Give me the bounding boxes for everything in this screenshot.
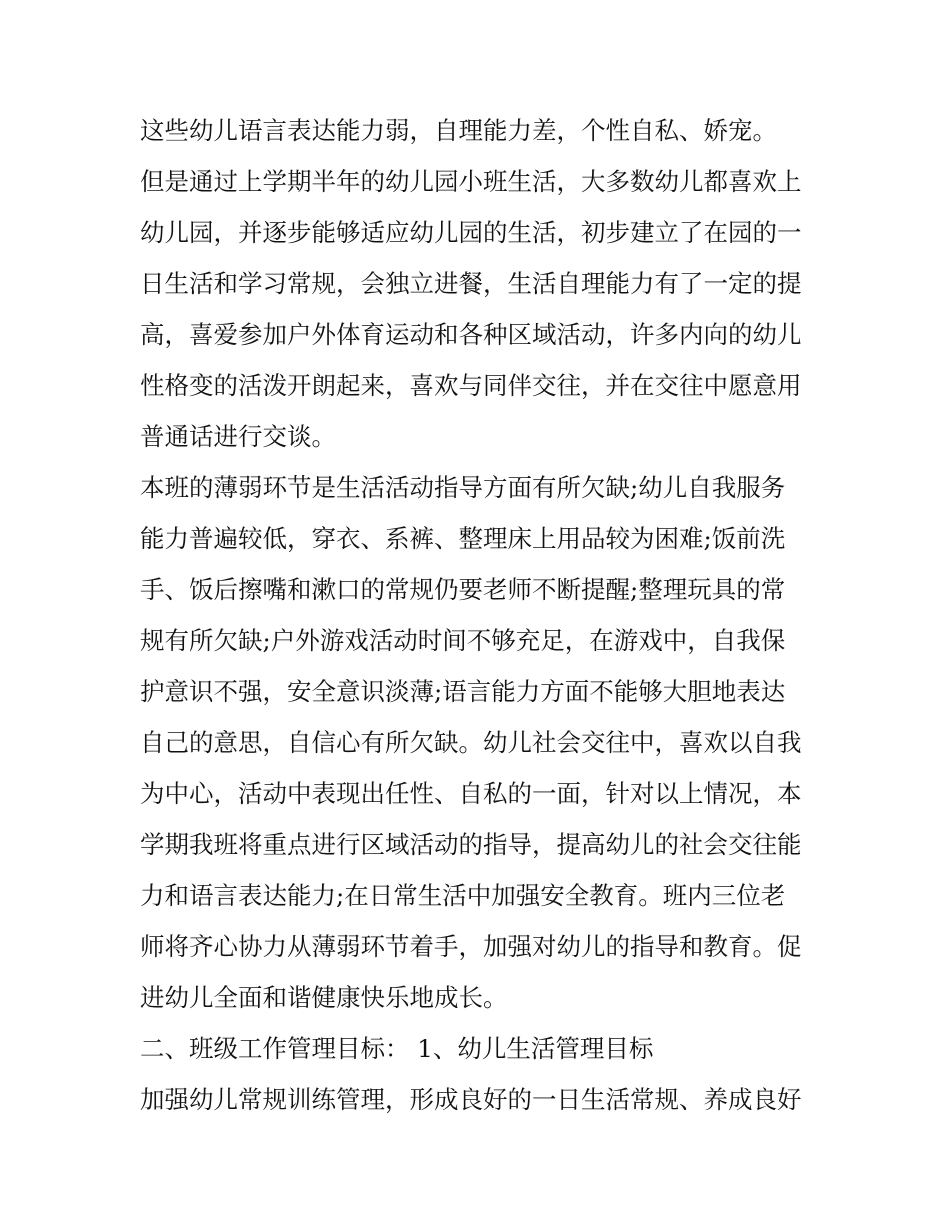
text-line: 师将齐心协力从薄弱环节着手，加强对幼儿的指导和教育。促 xyxy=(140,932,802,961)
paragraph-goals xyxy=(140,1074,820,1125)
text-line: 能力普遍较低，穿衣、系裤、整理床上用品较为困难;饭前洗 xyxy=(140,524,786,553)
paragraph-children-traits xyxy=(140,105,820,156)
text-line: 学期我班将重点进行区域活动的指导，提高幼儿的社会交往能 xyxy=(140,830,802,859)
section-heading xyxy=(140,1023,820,1074)
text-line: 加强幼儿常规训练管理，形成良好的一日生活常规、养成良好 xyxy=(140,1085,802,1114)
text-line: 幼儿园，并逐步能够适应幼儿园的生活，初步建立了在园的一 xyxy=(140,218,802,247)
text-line: 自己的意思，自信心有所欠缺。幼儿社会交往中，喜欢以自我 xyxy=(140,728,802,757)
text-line: 力和语言表达能力;在日常生活中加强安全教育。班内三位老 xyxy=(140,881,786,910)
text-line: 进幼儿全面和谐健康快乐地成长。 xyxy=(140,983,508,1012)
text-line: 高，喜爱参加户外体育运动和各种区域活动，许多内向的幼儿 xyxy=(140,320,802,349)
text-line: 日生活和学习常规，会独立进餐，生活自理能力有了一定的提 xyxy=(140,269,802,298)
text-line: 为中心，活动中表现出任性、自私的一面，针对以上情况，本 xyxy=(140,779,802,808)
paragraph-semester-progress xyxy=(140,156,820,462)
paragraph-weaknesses xyxy=(140,462,820,1023)
heading-line: 二、班级工作管理目标： 1、幼儿生活管理目标 xyxy=(140,1034,654,1063)
text-line: 本班的薄弱环节是生活活动指导方面有所欠缺;幼儿自我服务 xyxy=(140,473,786,502)
text-line: 性格变的活泼开朗起来，喜欢与同伴交往，并在交往中愿意用 xyxy=(140,371,802,400)
text-line: 规有所欠缺;户外游戏活动时间不够充足，在游戏中，自我保 xyxy=(140,626,786,655)
text-line: 手、饭后擦嘴和漱口的常规仍要老师不断提醒;整理玩具的常 xyxy=(140,575,786,604)
text-line: 但是通过上学期半年的幼儿园小班生活，大多数幼儿都喜欢上 xyxy=(140,167,802,196)
text-line: 护意识不强，安全意识淡薄;语言能力方面不能够大胆地表达 xyxy=(140,677,786,706)
text-line: 普通话进行交谈。 xyxy=(140,422,336,451)
document-body xyxy=(140,105,820,1125)
text-line: 这些幼儿语言表达能力弱，自理能力差，个性自私、娇宠。 xyxy=(140,116,777,145)
